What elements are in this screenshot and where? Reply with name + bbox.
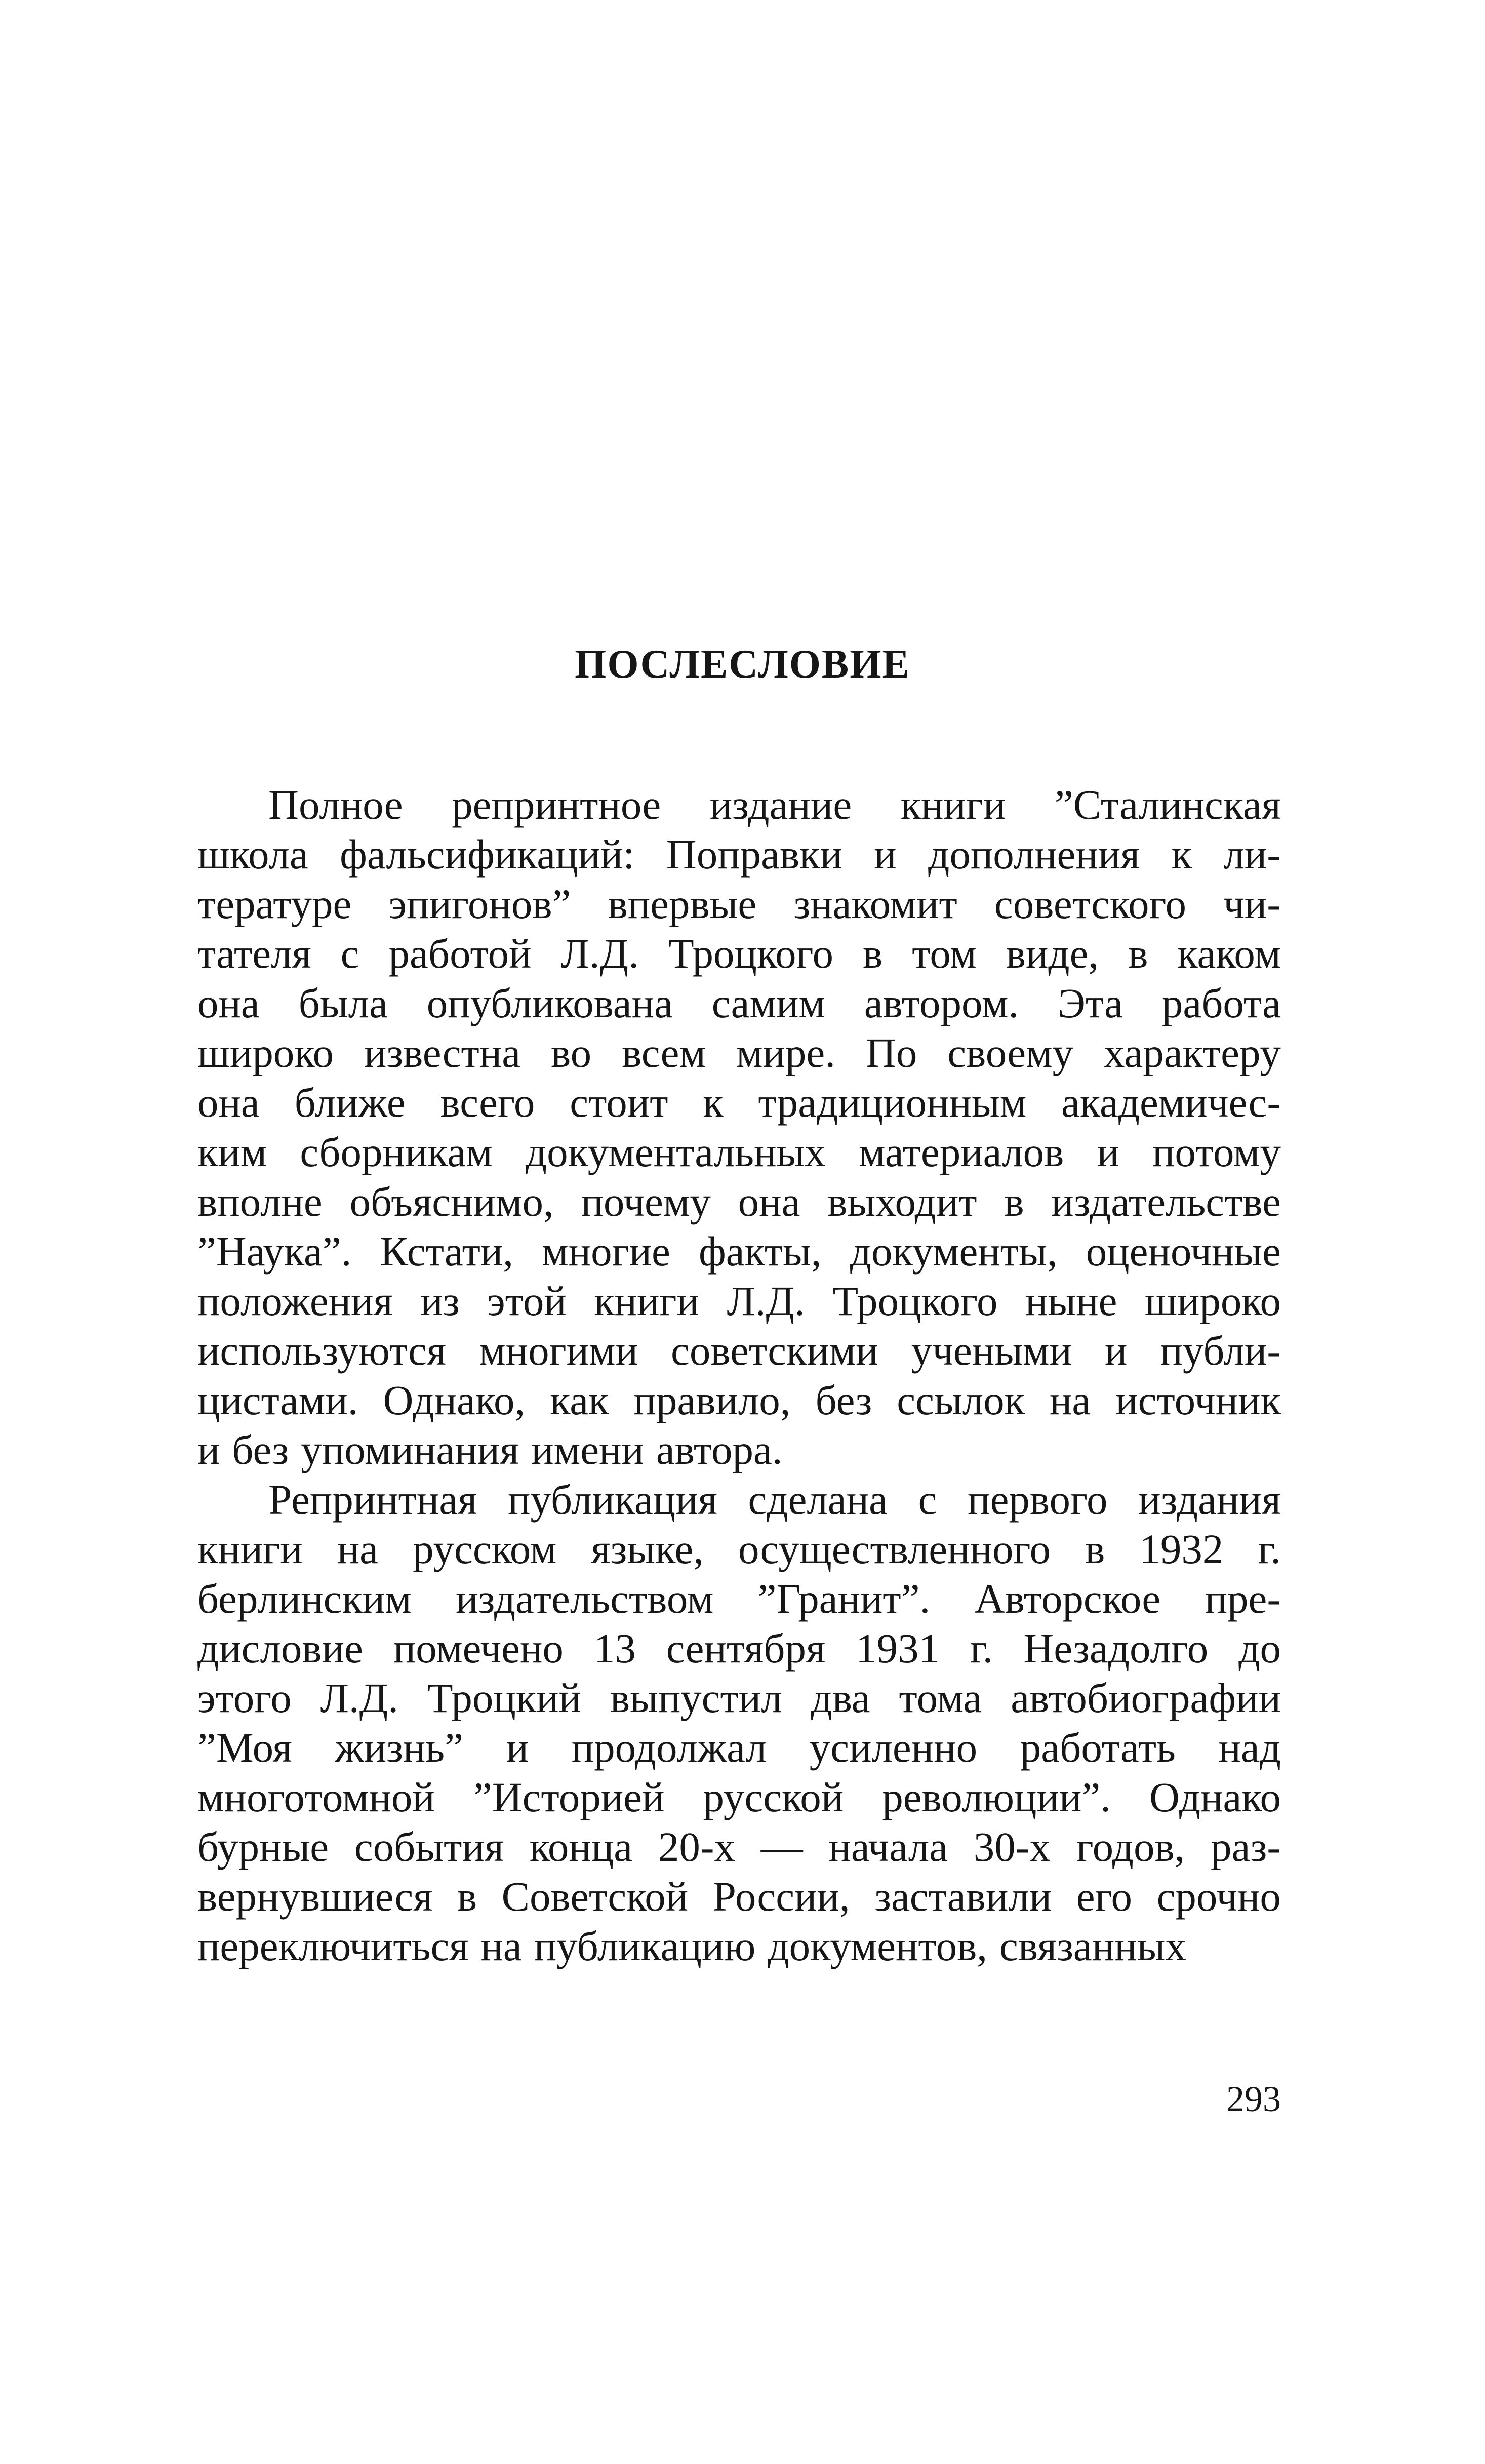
word: выходит (827, 1178, 977, 1225)
word: связанных (999, 1923, 1186, 1969)
word: Л.Д. (560, 930, 639, 977)
word: и (197, 1426, 220, 1473)
word: документов, (768, 1923, 988, 1969)
word: своему (947, 1029, 1074, 1076)
word: 30-х (973, 1823, 1051, 1870)
word: тателя (197, 930, 311, 977)
word: автора. (656, 1426, 783, 1473)
word: языке, (591, 1526, 704, 1572)
word: сделана (748, 1476, 888, 1523)
word: раз- (1211, 1823, 1281, 1870)
word: ким (197, 1129, 267, 1175)
word: репринтное (452, 781, 661, 828)
text-line (197, 1723, 1281, 1772)
word: Троцкий (427, 1675, 581, 1721)
word: она (738, 1178, 800, 1225)
word: фальсификаций: (340, 831, 635, 878)
word: ближе (294, 1079, 406, 1126)
word: первого (968, 1476, 1108, 1523)
word: Однако, (383, 1377, 526, 1423)
word: сентября (666, 1625, 826, 1672)
word: во (551, 1029, 592, 1076)
word: в (1004, 1178, 1024, 1225)
word: широко (1145, 1278, 1281, 1324)
word: факты, (699, 1228, 822, 1275)
text-line (197, 929, 1281, 978)
word: автором. (864, 980, 1019, 1026)
word: издания (1138, 1476, 1281, 1523)
word: чи- (1223, 881, 1281, 927)
word: ”Наука”. (197, 1228, 352, 1275)
word: была (298, 980, 388, 1026)
word: она (197, 1079, 260, 1126)
word: многими (479, 1327, 638, 1374)
word: жизнь” (335, 1724, 463, 1771)
word: события (354, 1823, 504, 1870)
text-line (197, 1524, 1281, 1574)
word: осуществленного (738, 1526, 1051, 1572)
word: учеными (911, 1327, 1072, 1374)
word: срочно (1156, 1873, 1281, 1920)
text-line (197, 1623, 1281, 1673)
page-number: 293 (1226, 2079, 1281, 2119)
word: широко (197, 1029, 334, 1076)
word: конца (529, 1823, 633, 1870)
word: виде, (1006, 930, 1099, 977)
word: два (811, 1675, 870, 1721)
word: потому (1152, 1129, 1281, 1175)
text-line (197, 1177, 1281, 1226)
word: Л.Д. (320, 1675, 399, 1721)
word: этого (197, 1675, 292, 1721)
text-line (197, 1127, 1281, 1177)
word: и (1105, 1327, 1128, 1374)
word: автобиографии (1011, 1675, 1281, 1721)
word: ”Историей (473, 1774, 665, 1820)
word: положения (197, 1278, 393, 1324)
word: тома (899, 1675, 982, 1721)
text-line (197, 1772, 1281, 1822)
word: к (703, 1079, 724, 1126)
word: документальных (525, 1129, 826, 1175)
word: материалов (858, 1129, 1064, 1175)
word: русской (703, 1774, 844, 1820)
word: ссылок (897, 1377, 1025, 1423)
word: сборникам (300, 1129, 493, 1175)
word: публикацию (534, 1923, 756, 1969)
word: Незадолго (1023, 1625, 1209, 1672)
text-line (197, 829, 1281, 879)
word: Авторское (974, 1575, 1161, 1622)
word: его (1076, 1873, 1133, 1920)
word: с (340, 930, 359, 977)
word: академичес- (1061, 1079, 1281, 1126)
word: в (1128, 930, 1148, 977)
word: и (874, 831, 897, 878)
word: мире. (736, 1029, 835, 1076)
word: всем (622, 1029, 706, 1076)
word: издательстве (1051, 1178, 1281, 1225)
word: объяснимо, (349, 1178, 554, 1225)
word: усиленно (809, 1724, 978, 1771)
word: том (912, 930, 977, 977)
word: каком (1177, 930, 1281, 977)
word: многотомной (197, 1774, 435, 1820)
text-line (197, 1673, 1281, 1723)
word: и (1097, 1129, 1119, 1175)
word: работа (1161, 980, 1281, 1026)
text-line (197, 1326, 1281, 1375)
word: из (420, 1278, 460, 1324)
word: — (760, 1823, 803, 1870)
word: Поправки (666, 831, 842, 878)
word: России, (712, 1873, 850, 1920)
word: Советской (501, 1873, 689, 1920)
word: советскими (671, 1327, 878, 1374)
word: Кстати, (380, 1228, 514, 1275)
text-line (197, 879, 1281, 929)
word: в (1085, 1526, 1105, 1572)
word: Однако (1149, 1774, 1281, 1820)
word: Эта (1058, 980, 1123, 1026)
text-line (197, 1574, 1281, 1623)
word: всего (440, 1079, 535, 1126)
word: документы, (850, 1228, 1058, 1275)
word: заставили (874, 1873, 1052, 1920)
word: на (337, 1526, 378, 1572)
word: как (550, 1377, 609, 1423)
word: почему (581, 1178, 711, 1225)
text-line (197, 1425, 1281, 1475)
word: этой (487, 1278, 567, 1324)
word: школа (197, 831, 308, 878)
word: с (918, 1476, 937, 1523)
word: русском (413, 1526, 557, 1572)
word: публикация (508, 1476, 717, 1523)
word: вернувшиеся (197, 1873, 433, 1920)
word: 20-х (658, 1823, 735, 1870)
text-line (197, 1276, 1281, 1326)
text-line (197, 1078, 1281, 1127)
word: книги (900, 781, 1006, 828)
word: берлинским (197, 1575, 412, 1622)
word: Полное (268, 781, 403, 828)
word: г. (1258, 1526, 1281, 1572)
word: тературе (197, 881, 352, 927)
word: бурные (197, 1823, 329, 1870)
word: Л.Д. (727, 1278, 805, 1324)
word: пре- (1205, 1575, 1281, 1622)
word: на (480, 1923, 522, 1969)
paragraph-1 (197, 780, 1281, 1475)
word: публи- (1160, 1327, 1281, 1374)
word: продолжал (571, 1724, 767, 1771)
word: ”Моя (197, 1724, 292, 1771)
word: советского (994, 881, 1186, 927)
word: в (863, 930, 883, 977)
word: революции”. (882, 1774, 1111, 1820)
word: дисловие (197, 1625, 363, 1672)
paragraph-2 (197, 1475, 1281, 1971)
word: правило, (633, 1377, 791, 1423)
word: 1932 (1139, 1526, 1224, 1572)
word: используются (197, 1327, 447, 1374)
word: помечено (393, 1625, 564, 1672)
word: знакомит (793, 881, 957, 927)
word: без (815, 1377, 872, 1423)
word: Троцкого (832, 1278, 998, 1324)
word: выпустил (610, 1675, 782, 1721)
word: вполне (197, 1178, 323, 1225)
word: традиционным (758, 1079, 1027, 1126)
word: ”Гранит”. (757, 1575, 931, 1622)
word: многие (542, 1228, 670, 1275)
word: годов, (1076, 1823, 1185, 1870)
word: упоминания (301, 1426, 519, 1473)
page-title: ПОСЛЕСЛОВИЕ (575, 642, 910, 687)
word: ныне (1025, 1278, 1117, 1324)
word: книги (594, 1278, 699, 1324)
word: переключиться (197, 1923, 469, 1969)
word: эпигонов” (388, 881, 571, 927)
word: опубликована (426, 980, 673, 1026)
text-line (197, 1226, 1281, 1276)
word: ли- (1223, 831, 1281, 878)
word: По (865, 1029, 917, 1076)
word: издание (709, 781, 852, 828)
word: Репринтная (268, 1476, 477, 1523)
word: к (1171, 831, 1192, 878)
text-line (197, 1921, 1281, 1971)
word: имени (531, 1426, 644, 1473)
word: ”Сталинская (1054, 781, 1281, 828)
word: впервые (608, 881, 757, 927)
word: самим (711, 980, 825, 1026)
word: до (1238, 1625, 1281, 1672)
word: на (1049, 1377, 1091, 1423)
word: цистами. (197, 1377, 358, 1423)
word: издательством (456, 1575, 714, 1622)
word: начала (828, 1823, 948, 1870)
text-line (197, 1028, 1281, 1078)
word: она (197, 980, 260, 1026)
text-line (197, 1822, 1281, 1872)
word: г. (970, 1625, 993, 1672)
word: Троцкого (668, 930, 834, 977)
word: характеру (1104, 1029, 1281, 1076)
word: стоит (570, 1079, 668, 1126)
word: работой (388, 930, 532, 977)
word: оценочные (1086, 1228, 1281, 1275)
word: 13 (593, 1625, 636, 1672)
word: над (1218, 1724, 1281, 1771)
body-text (197, 780, 1281, 1971)
text-line (197, 780, 1281, 829)
text-line (197, 978, 1281, 1028)
text-line (197, 1475, 1281, 1524)
word: дополнения (928, 831, 1140, 878)
word: книги (197, 1526, 303, 1572)
word: известна (364, 1029, 521, 1076)
word: 1931 (856, 1625, 940, 1672)
text-line (197, 1872, 1281, 1921)
word: и (506, 1724, 529, 1771)
word: источник (1115, 1377, 1281, 1423)
word: работать (1020, 1724, 1176, 1771)
word: в (457, 1873, 477, 1920)
word: без (232, 1426, 289, 1473)
text-line (197, 1375, 1281, 1425)
